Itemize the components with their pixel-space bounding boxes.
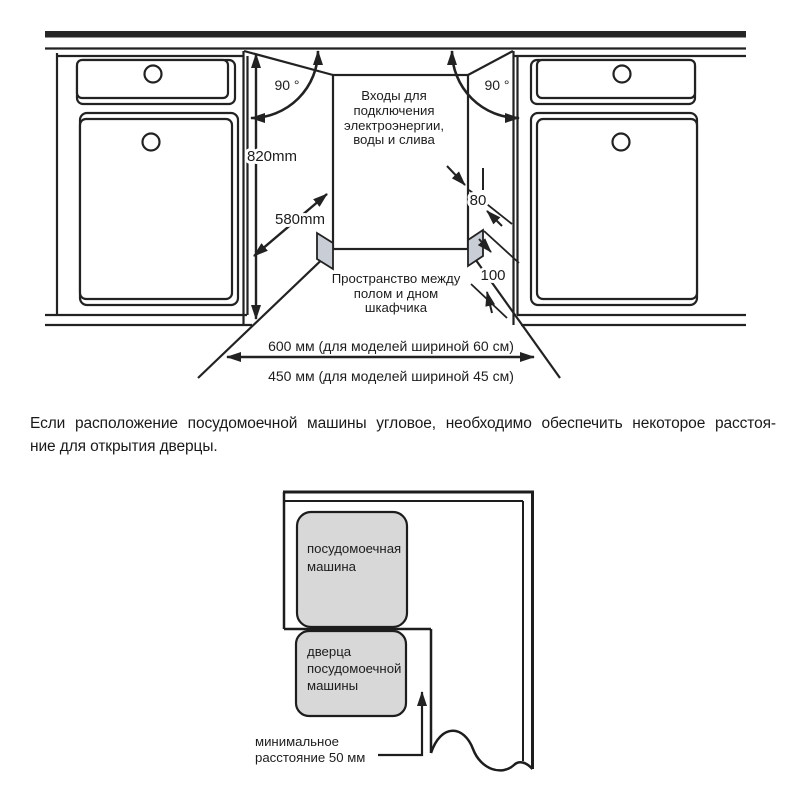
niche-diagram [45,31,746,378]
left-drawer-front [77,60,235,104]
right-plinth-patch [468,230,483,266]
angle-right-label: 90 ° [484,77,510,93]
width-450-label: 450 мм (для моделей шириной 45 см) [268,368,514,384]
body-paragraph [30,413,776,458]
gap-100-label: 100 [480,267,506,284]
angle-left-label: 90 ° [274,77,300,93]
right-door-front [531,113,697,305]
svg-text:посудомоечной: посудомоечной [307,661,402,676]
left-drawer-knob [145,66,162,83]
plinth-lines [45,315,746,325]
svg-text:машины: машины [307,678,359,693]
left-door-front [80,113,238,305]
paragraph-line-1: Если расположение посудомоечной машины угловое, необходимо обеспечить некоторое расстоя- [30,415,776,432]
left-door-knob [143,134,160,151]
svg-text:посудомоечная: посудомоечная [307,541,402,556]
paragraph-line-2: ние для открытия дверцы. [30,437,218,455]
svg-text:расстояние 50 мм: расстояние 50 мм [255,750,366,765]
gap-80-label: 80 [469,192,487,209]
width-600-label: 600 мм (для моделей шириной 60 см) [268,338,514,354]
svg-text:воды и слива: воды и слива [353,132,435,147]
min-distance-label [255,734,365,765]
svg-text:Входы для: Входы для [361,88,427,103]
right-drawer-knob [614,66,631,83]
corner-diagram [283,492,534,770]
right-drawer-front [531,60,695,104]
dim-580-label: 580mm [274,211,326,228]
svg-text:минимальное: минимальное [255,734,339,749]
svg-text:шкафчика: шкафчика [364,300,428,315]
svg-text:Пространство между: Пространство между [331,271,461,286]
svg-text:электроэнергии,: электроэнергии, [344,118,444,133]
right-cabinet [513,51,746,325]
wall-break-wave [431,731,533,771]
floor-space-note [332,271,461,315]
left-cabinet [57,51,248,325]
svg-text:полом и дном: полом и дном [353,286,439,301]
left-plinth-patch [317,233,333,269]
countertop [45,31,746,49]
dim-820-label: 820mm [247,148,298,165]
right-door-knob [613,134,630,151]
svg-text:машина: машина [307,559,356,574]
svg-text:подключения: подключения [353,103,435,118]
svg-text:дверца: дверца [307,644,352,659]
